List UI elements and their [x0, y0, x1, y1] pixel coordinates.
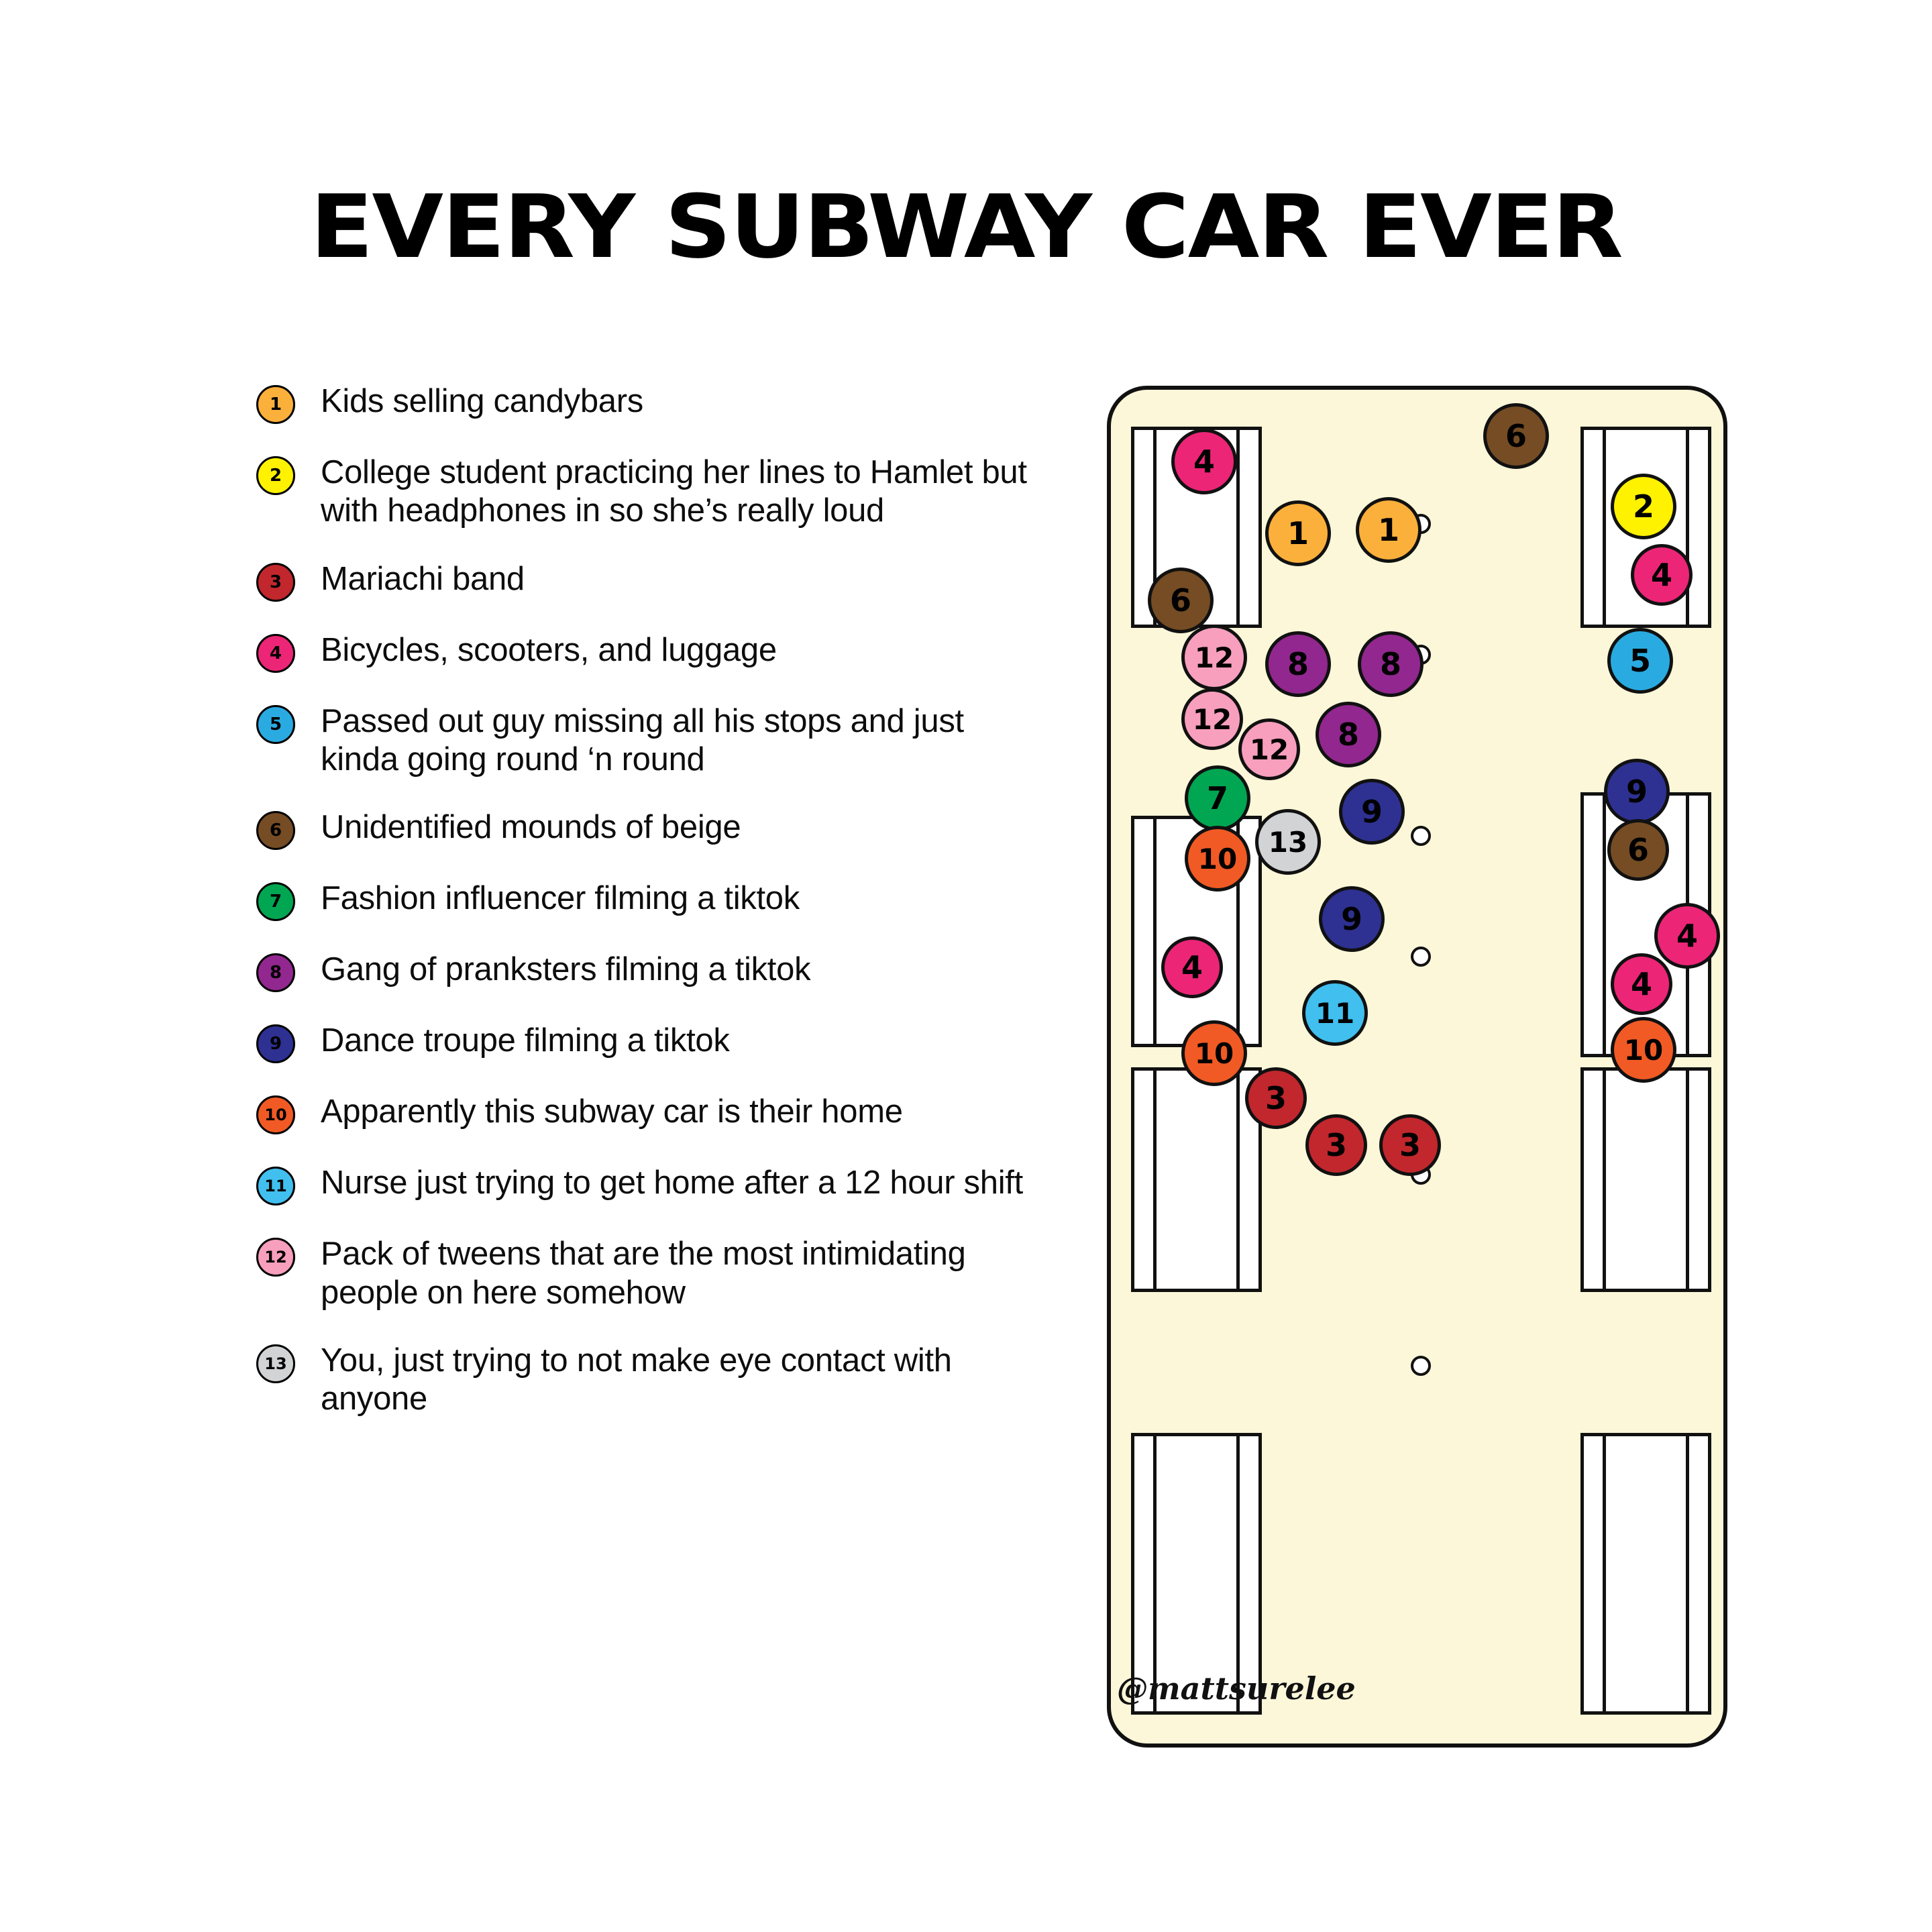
passenger-marker-3: 3 — [1245, 1067, 1307, 1129]
passenger-marker-3: 3 — [1305, 1114, 1367, 1176]
support-pole — [1411, 1356, 1431, 1376]
passenger-marker-12: 12 — [1181, 688, 1243, 750]
bench-seat — [1580, 1067, 1711, 1292]
legend-label: College student practicing her lines to Hamlet but with headphones in so she’s really loud — [321, 454, 1027, 529]
legend-badge-8: 8 — [256, 953, 295, 992]
legend-label: Pack of tweens that are the most intimidating people on here somehow — [321, 1236, 966, 1311]
passenger-marker-5: 5 — [1607, 628, 1673, 694]
legend-item — [256, 951, 1028, 992]
legend-item — [256, 631, 1028, 673]
passenger-marker-6: 6 — [1607, 819, 1669, 881]
legend-badge-6: 6 — [256, 811, 295, 850]
bench-seat — [1131, 1067, 1262, 1292]
legend-label: Passed out guy missing all his stops and just kinda going round ‘n round — [321, 702, 964, 777]
passenger-marker-2: 2 — [1611, 474, 1676, 539]
passenger-marker-4: 4 — [1654, 903, 1720, 969]
passenger-marker-1: 1 — [1356, 497, 1421, 563]
passenger-marker-10: 10 — [1181, 1020, 1247, 1086]
legend-label: Kids selling candybars — [321, 383, 643, 419]
page-title: EVERY SUBWAY CAR EVER — [310, 176, 1622, 278]
legend — [256, 382, 1028, 1448]
passenger-marker-4: 4 — [1161, 936, 1223, 998]
passenger-marker-12: 12 — [1238, 718, 1300, 780]
legend-badge-9: 9 — [256, 1024, 295, 1063]
passenger-marker-7: 7 — [1185, 765, 1250, 831]
legend-badge-5: 5 — [256, 705, 295, 744]
support-pole — [1411, 947, 1431, 967]
legend-item — [256, 1093, 1028, 1134]
passenger-marker-8: 8 — [1316, 702, 1381, 767]
passenger-marker-3: 3 — [1379, 1114, 1441, 1176]
legend-item — [256, 1022, 1028, 1063]
credit-handle: @mattsurelee — [1117, 1670, 1356, 1707]
legend-badge-12: 12 — [256, 1238, 295, 1277]
passenger-marker-10: 10 — [1611, 1017, 1676, 1083]
passenger-marker-8: 8 — [1358, 631, 1424, 697]
passenger-marker-9: 9 — [1339, 779, 1405, 845]
passenger-marker-10: 10 — [1185, 826, 1250, 892]
legend-label: Unidentified mounds of beige — [321, 809, 741, 846]
passenger-marker-1: 1 — [1265, 500, 1331, 566]
legend-item — [256, 1235, 1028, 1312]
passenger-marker-13: 13 — [1255, 809, 1321, 875]
legend-badge-10: 10 — [256, 1095, 295, 1134]
support-pole — [1411, 826, 1431, 846]
legend-label: Gang of pranksters filming a tiktok — [321, 951, 811, 988]
passenger-marker-4: 4 — [1631, 544, 1693, 606]
passenger-marker-9: 9 — [1319, 886, 1385, 952]
legend-label: Dance troupe filming a tiktok — [321, 1022, 730, 1059]
legend-label: Bicycles, scooters, and luggage — [321, 631, 777, 668]
legend-item — [256, 808, 1028, 850]
legend-item — [256, 1164, 1028, 1205]
passenger-marker-4: 4 — [1171, 429, 1237, 494]
legend-label: Mariachi band — [321, 560, 525, 597]
legend-badge-2: 2 — [256, 456, 295, 495]
legend-label: Fashion influencer filming a tiktok — [321, 880, 800, 917]
legend-badge-3: 3 — [256, 563, 295, 602]
legend-item — [256, 453, 1028, 531]
passenger-marker-11: 11 — [1302, 980, 1368, 1046]
passenger-marker-8: 8 — [1265, 631, 1331, 697]
bench-seat — [1580, 1433, 1711, 1715]
legend-item — [256, 879, 1028, 921]
legend-item — [256, 382, 1028, 424]
legend-badge-1: 1 — [256, 385, 295, 424]
passenger-marker-9: 9 — [1604, 759, 1670, 824]
legend-badge-11: 11 — [256, 1167, 295, 1205]
passenger-marker-12: 12 — [1181, 625, 1247, 690]
legend-badge-4: 4 — [256, 634, 295, 673]
subway-car-diagram — [1107, 386, 1727, 1748]
passenger-marker-6: 6 — [1148, 568, 1214, 633]
legend-label: You, just trying to not make eye contact with anyone — [321, 1342, 952, 1417]
legend-item — [256, 1342, 1028, 1419]
legend-label: Nurse just trying to get home after a 12 hour shift — [321, 1165, 1023, 1201]
legend-item — [256, 702, 1028, 780]
legend-item — [256, 560, 1028, 602]
legend-badge-13: 13 — [256, 1344, 295, 1383]
legend-badge-7: 7 — [256, 882, 295, 921]
passenger-marker-4: 4 — [1611, 953, 1672, 1015]
legend-label: Apparently this subway car is their home — [321, 1093, 903, 1130]
passenger-marker-6: 6 — [1483, 403, 1549, 469]
